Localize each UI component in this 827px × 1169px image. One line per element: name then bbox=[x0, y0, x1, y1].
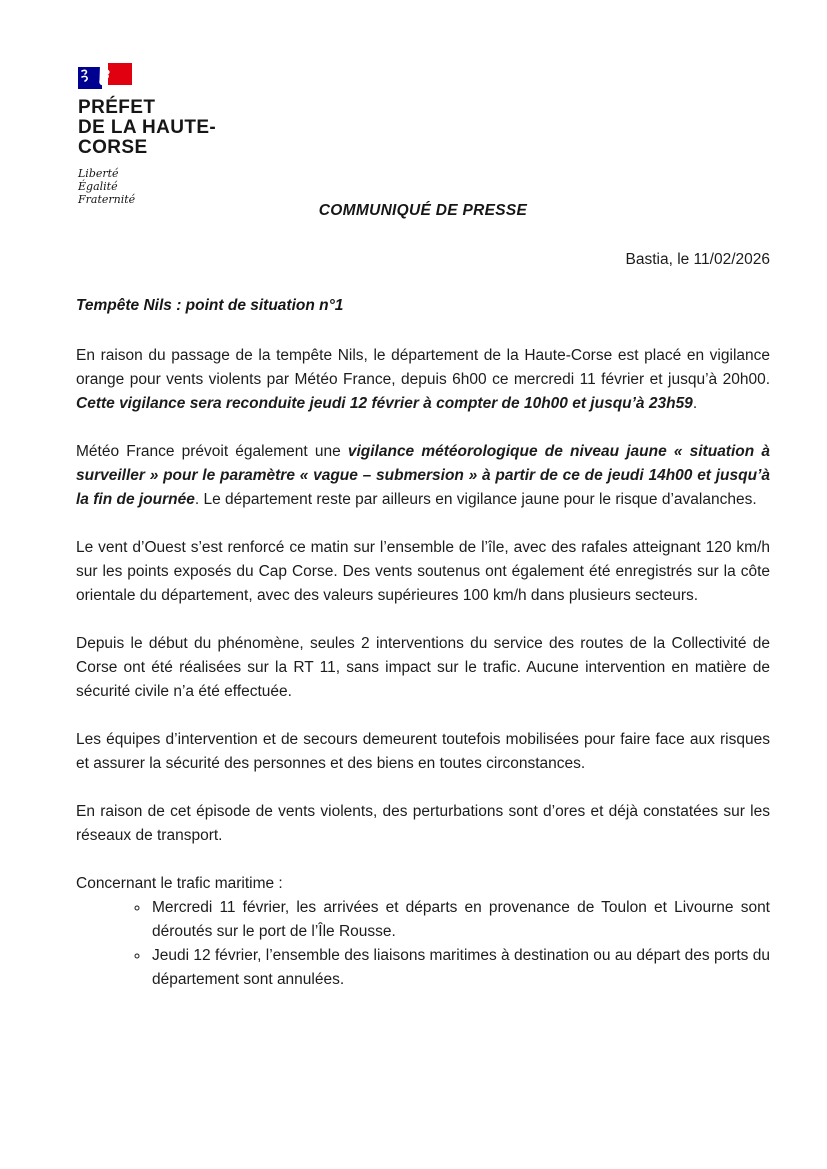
paragraph-segment: . bbox=[692, 395, 698, 412]
paragraph-segment: Depuis le début du phénomène, seules 2 interventions du service des routes de la Collectivité de Corse ont été réalisées sur la RT 11, sans impact sur le trafic. Aucune intervention en matière de sécurité civile n’a été effectuée. bbox=[76, 635, 770, 700]
paragraph-segment: Météo France prévoit également une bbox=[76, 443, 348, 460]
list-item: ◦ Jeudi 12 février, l’ensemble des liaisons maritimes à destination ou au départ des ports du département sont annulées. bbox=[150, 944, 770, 992]
paragraph bbox=[76, 440, 770, 512]
subject-line: Tempête Nils : point de situation n°1 bbox=[76, 297, 344, 314]
body-paragraphs bbox=[76, 344, 770, 992]
paragraph-segment: Le vent d’Ouest s’est renforcé ce matin sur l’ensemble de l’île, avec des rafales atteignant 120 km/h sur les points exposés du Cap Corse. Des vents soutenus ont également été enregistrés sur la côte orientale du département, avec des valeurs supérieures 100 km/h dans plusieurs secteurs. bbox=[76, 539, 770, 604]
paragraph-bold-segment: vigilance météorologique de niveau jaune « situation à surveiller » pour le paramètre « vague – submersion » à partir de ce de jeudi 14h00 et jusqu’à la fin de journée bbox=[76, 443, 770, 508]
paragraph bbox=[76, 872, 770, 896]
paragraph bbox=[76, 344, 770, 416]
document-title: COMMUNIQUÉ DE PRESSE bbox=[318, 202, 528, 219]
paragraph-bold-segment: Cette vigilance sera reconduite jeudi 12 février à compter de 10h00 et jusqu’à 23h59 bbox=[76, 395, 693, 412]
paragraph bbox=[76, 536, 770, 608]
motto-liberte: Liberté bbox=[78, 167, 119, 180]
motto-egalite: Égalité bbox=[78, 180, 118, 193]
prefecture-name-line3: CORSE bbox=[78, 137, 148, 158]
paragraph bbox=[76, 632, 770, 704]
paragraph-segment: En raison de cet épisode de vents violents, des perturbations sont d’ores et déjà constatées sur les réseaux de transport. bbox=[76, 803, 770, 844]
document-content bbox=[76, 0, 770, 992]
prefecture-name-line2: DE LA HAUTE- bbox=[78, 117, 217, 138]
bullet-list bbox=[76, 896, 770, 992]
paragraph bbox=[76, 800, 770, 848]
prefecture-name-line1: PRÉFET bbox=[78, 97, 156, 118]
dateline: Bastia, le 11/02/2026 bbox=[625, 251, 770, 268]
paragraph-segment: Concernant le trafic maritime : bbox=[76, 875, 283, 892]
paragraph-segment: Les équipes d’intervention et de secours demeurent toutefois mobilisées pour faire face aux risques et assurer la sécurité des personnes et des biens en toutes circonstances. bbox=[76, 731, 770, 772]
paragraph-segment: . Le département reste par ailleurs en vigilance jaune pour le risque d’avalanches. bbox=[194, 491, 757, 508]
paragraph bbox=[76, 728, 770, 776]
motto-fraternite: Fraternité bbox=[78, 193, 136, 206]
paragraph-segment: En raison du passage de la tempête Nils, le département de la Haute-Corse est placé en vigilance orange pour vents violents par Météo France, depuis 6h00 ce mercredi 11 février et jusqu’à 20h00. bbox=[76, 347, 770, 388]
list-item: ◦ Mercredi 11 février, les arrivées et départs en provenance de Toulon et Livourne sont déroutés sur le port de l’Île Rousse. bbox=[150, 896, 770, 944]
